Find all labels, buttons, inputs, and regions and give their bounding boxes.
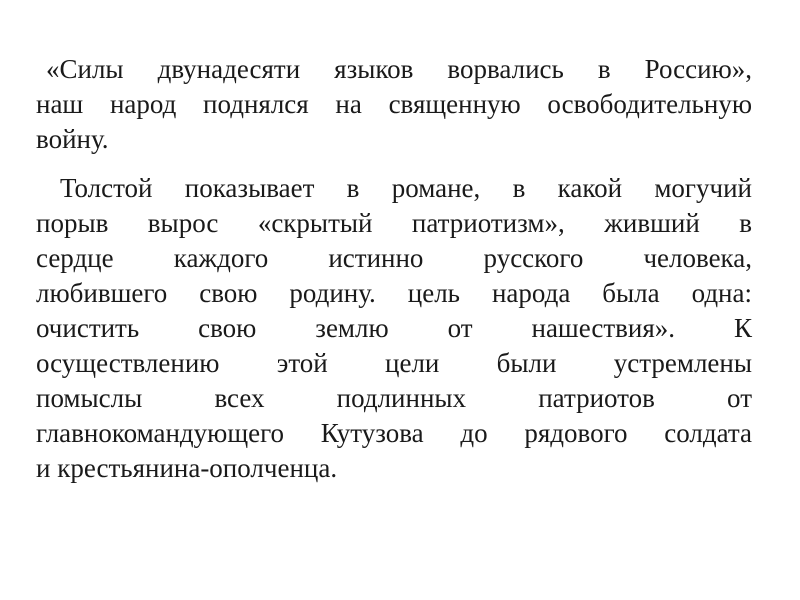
text-line: главнокомандующего Кутузова до рядового солдата (36, 418, 752, 448)
paragraph-patriotism (36, 171, 752, 486)
text-line: сердце каждого истинно русского человека, (36, 243, 752, 273)
text-body (36, 52, 752, 486)
text-line: войну. (36, 124, 109, 154)
text-line: Толстой показывает в романе, в какой могучий (60, 173, 752, 203)
text-line: осуществлению этой цели были устремлены (36, 348, 752, 378)
text-line: помыслы всех подлинных патриотов от (36, 383, 752, 413)
text-line: очистить свою землю от нашествия». К (36, 313, 752, 343)
text-line: наш народ поднялся на священную освободительную (36, 89, 752, 119)
paragraph-invasion (36, 52, 752, 157)
text-line: любившего свою родину. цель народа была одна: (36, 278, 752, 308)
text-line: «Силы двунадесяти языков ворвались в Россию», (46, 54, 752, 84)
text-line: и крестьянина-ополченца. (36, 453, 338, 483)
text-line: порыв вырос «скрытый патриотизм», живший в (36, 208, 752, 238)
